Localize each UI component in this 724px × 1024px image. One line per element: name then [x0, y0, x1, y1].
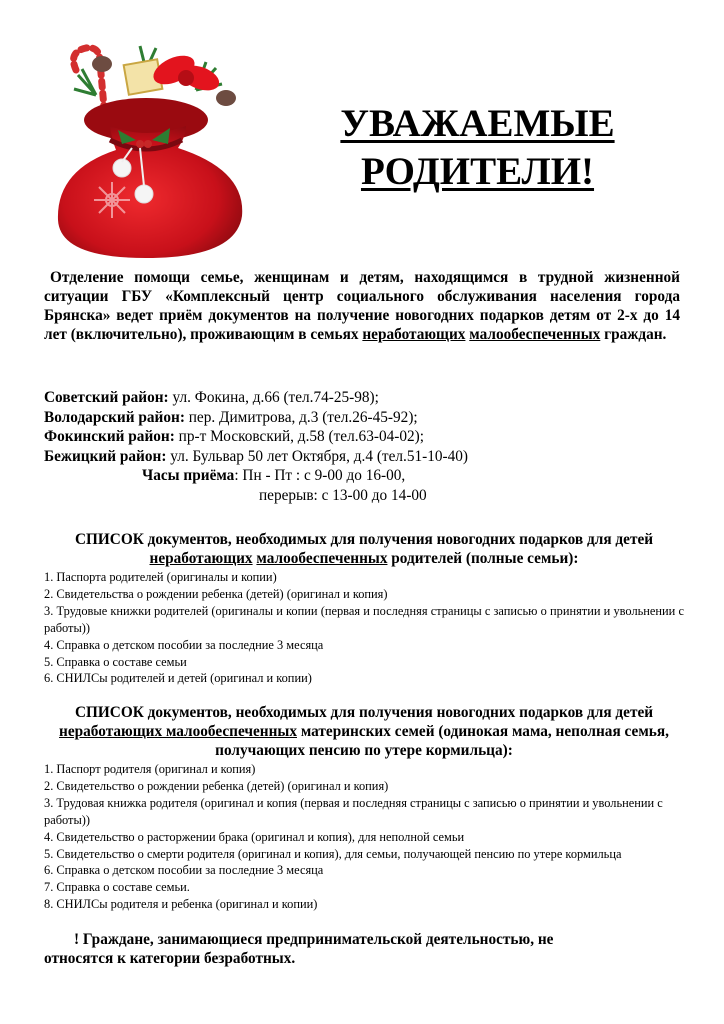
district-address: ул. Бульвар 50 лет Октября, д.4 (тел.51-10-40): [166, 447, 469, 465]
district-address: ул. Фокина, д.66 (тел.74-25-98);: [168, 389, 379, 406]
note-line-1: ! Граждане, занимающиеся предпринимательской деятельностью, не: [74, 931, 554, 948]
list-item: 4. Свидетельство о расторжении брака (оригинал и копия), для неполной семьи: [44, 829, 465, 844]
entrepreneur-note: [44, 930, 684, 968]
gift-sack-illustration: [36, 40, 260, 262]
list-item: 7. Справка о составе семьи.: [44, 880, 190, 895]
district-row: [44, 427, 684, 447]
district-name: Фокинский район:: [44, 428, 175, 446]
title-line-1: УВАЖАЕМЫЕ: [340, 102, 615, 145]
intro-underlined-2: малообеспеченных: [469, 326, 601, 343]
section-1-document-list: [44, 569, 684, 687]
district-addresses: [44, 388, 684, 506]
district-name: Володарский район:: [44, 408, 185, 426]
title-line-2: РОДИТЕЛИ!: [360, 150, 595, 193]
list-item: 3. Трудовые книжки родителей (оригиналы и копии (первая и последняя страницы с записью о принятии и увольнении с работы)): [44, 603, 684, 635]
district-name: Советский район:: [44, 389, 169, 406]
list-item: 1. Паспорта родителей (оригиналы и копии): [44, 570, 277, 584]
district-row: [44, 408, 684, 428]
section-2-document-list: [44, 761, 684, 913]
pine-cone-icon: [216, 90, 236, 106]
list-item: 2. Свидетельство о рождении ребенка (детей) (оригинал и копия): [44, 778, 389, 793]
list-item: 6. СНИЛСы родителей и детей (оригинал и копии): [44, 671, 312, 686]
section-1-heading-underline-1: неработающих: [149, 550, 253, 567]
district-row: [44, 447, 684, 467]
lunch-break: перерыв: с 13-00 до 14-00: [259, 486, 427, 504]
office-hours: [44, 466, 684, 486]
list-item: 5. Свидетельство о смерти родителя (оригинал и копия), для семьи, получающей пенсию по утере кормильца: [44, 846, 622, 861]
district-address: пр-т Московский, д.58 (тел.63-04-02);: [174, 428, 424, 446]
pompom-icon: [135, 185, 153, 203]
snowflake-icon: [94, 182, 130, 218]
pine-cone-icon: [92, 56, 112, 72]
list-item: 4. Справка о детском пособии за последние 3 месяца: [44, 637, 324, 652]
list-item: 2. Свидетельства о рождении ребенка (детей) (оригинал и копия): [44, 586, 388, 601]
district-address: пер. Димитрова, д.3 (тел.26-45-92);: [184, 408, 418, 426]
office-hours-label: Часы приёма: [142, 467, 235, 485]
section-1-heading-text: СПИСОК документов, необходимых для получения новогодних подарков для детей: [74, 531, 654, 548]
list-item: 3. Трудовая книжка родителя (оригинал и копия (первая и последняя страницы с записью о принятии и увольнении с работы)): [44, 795, 663, 827]
list-item: 1. Паспорт родителя (оригинал и копия): [44, 762, 256, 776]
section-2-heading-underline: неработающих малообеспеченных: [59, 723, 297, 740]
page-title: [300, 100, 655, 196]
section-1-heading: [44, 530, 684, 568]
intro-text: Отделение помощи семье, женщинам и детям, находящимся в трудной жизненной ситуации ГБУ «Комплексный центр социального обслуживания населения города Брянска» ведет приём документов на получение новогодних подарков детям от 2-х до 14 лет (включительно), проживающим в семьях: [44, 269, 680, 343]
section-1-heading-end: родителей (полные семьи):: [387, 550, 579, 567]
section-2-heading-text: СПИСОК документов, необходимых для получения новогодних подарков для детей: [74, 704, 654, 721]
intro-text-end: граждан.: [600, 326, 667, 343]
list-item: 5. Справка о составе семьи: [44, 654, 187, 669]
section-1-heading-underline-2: малообеспеченных: [256, 550, 388, 567]
intro-paragraph: [44, 268, 680, 344]
section-2-heading-end: материнских семей (одинокая мама, неполная семья, получающих пенсию по утере кормильца):: [215, 723, 669, 759]
district-row: [44, 388, 684, 408]
office-hours-value: : Пн - Пт : с 9-00 до 16-00,: [234, 467, 406, 485]
list-item: 6. Справка о детском пособии за последние 3 месяца: [44, 863, 324, 878]
list-item: 8. СНИЛСы родителя и ребенка (оригинал и копии): [44, 897, 318, 912]
section-2-heading: [44, 703, 684, 760]
district-name: Бежицкий район:: [44, 447, 167, 465]
note-line-2: относятся к категории безработных.: [44, 950, 296, 967]
intro-underlined-1: неработающих: [362, 326, 466, 343]
